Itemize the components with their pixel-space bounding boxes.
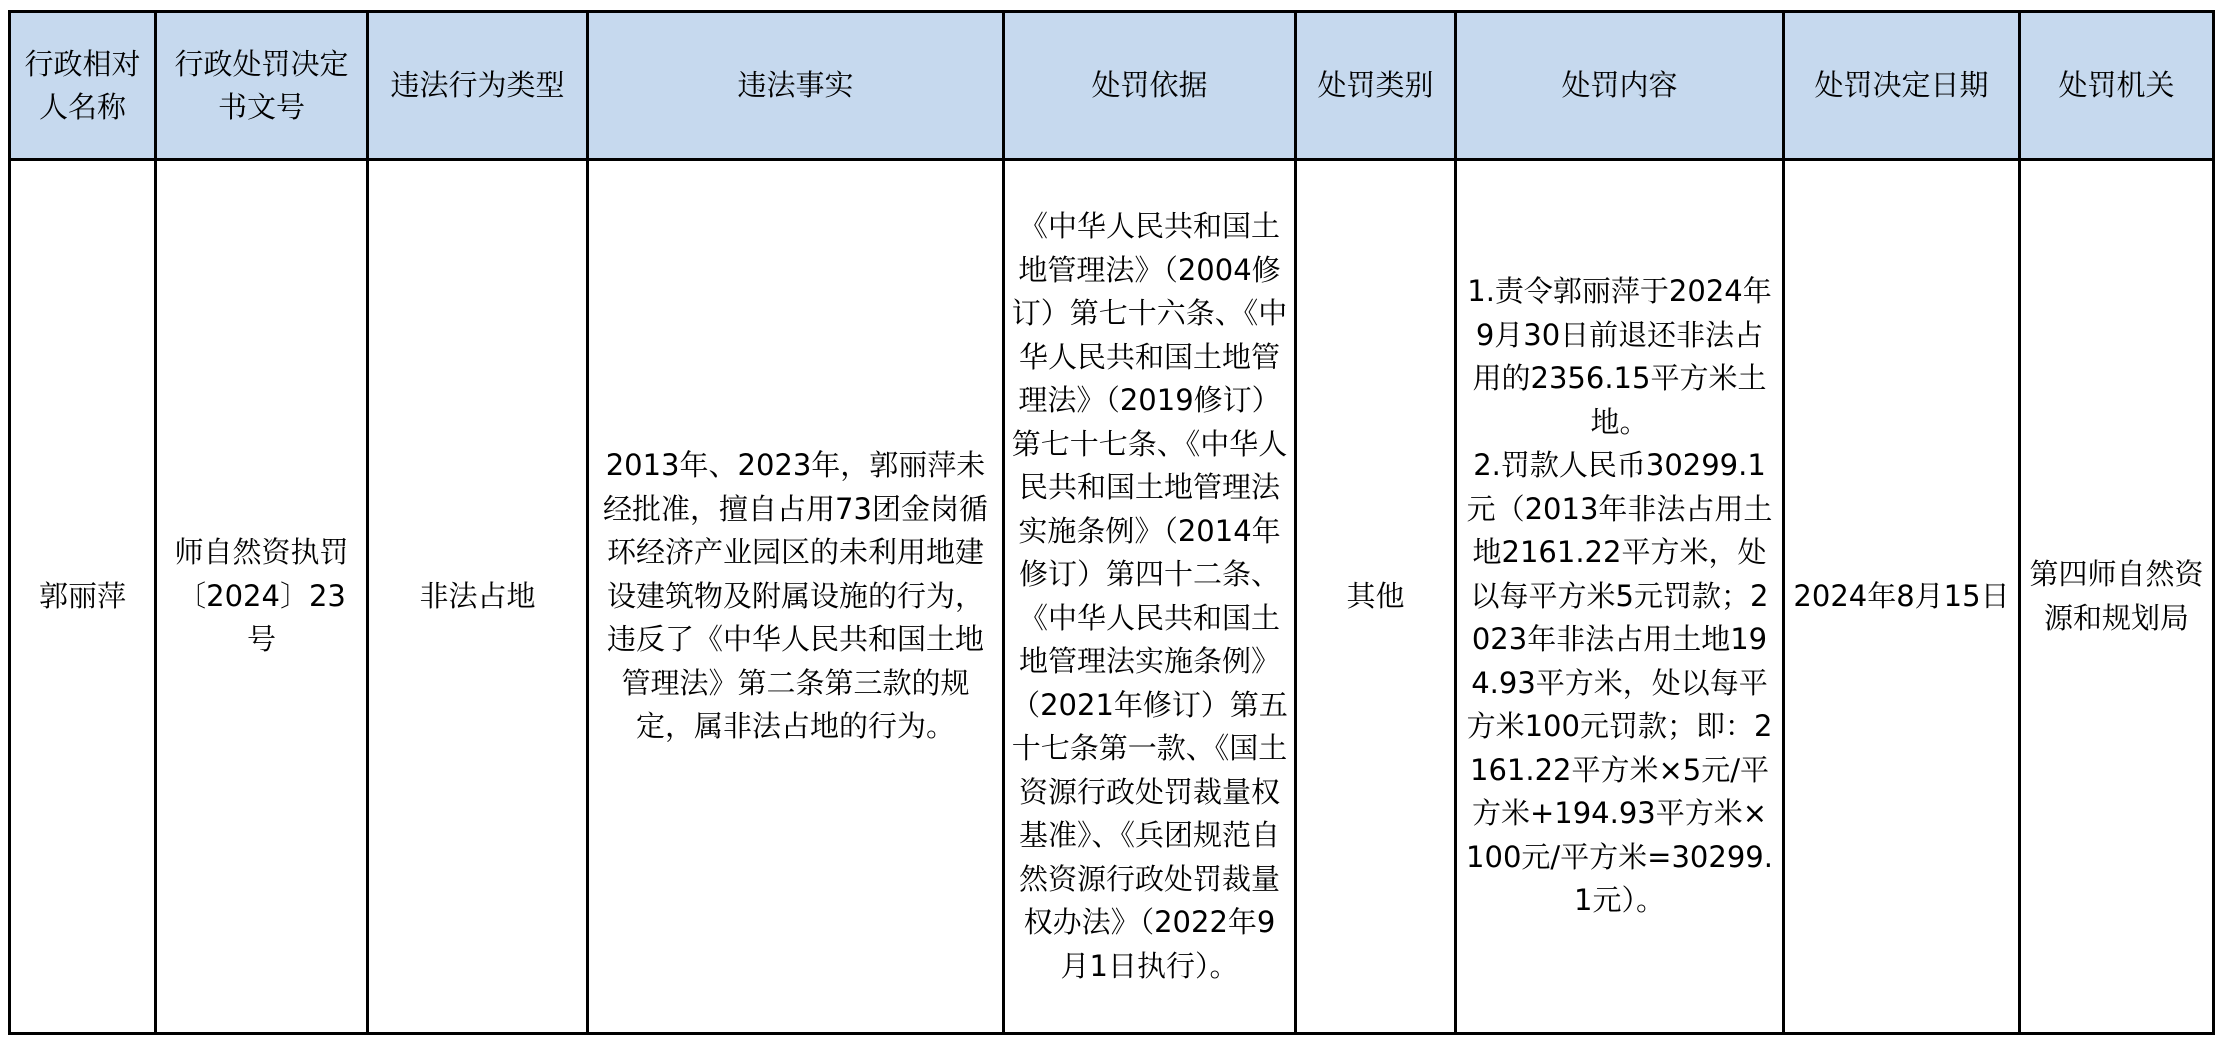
header-violation-facts: 违法事实 [588, 12, 1004, 160]
cell-decision-date: 2024年8月15日 [1784, 160, 2020, 1034]
header-violation-type: 违法行为类型 [368, 12, 588, 160]
cell-penalty-basis: 《中华人民共和国土地管理法》（2004修订）第七十六条、《中华人民共和国土地管理法》（2019修订）第七十七条、《中华人民共和国土地管理法实施条例》（2014年修订）第四十二条、《中华人民共和国土地管理法实施条例》（2021年修订）第五十七条第一款、《国土资源行政处罚裁量权基准》、《兵团规范自然资源行政处罚裁量权办法》（2022年9月1日执行）。 [1004, 160, 1296, 1034]
penalty-table [8, 10, 2215, 1035]
header-penalty-category: 处罚类别 [1296, 12, 1456, 160]
header-decision-number: 行政处罚决定书文号 [156, 12, 368, 160]
header-row [10, 12, 2214, 160]
header-penalty-authority: 处罚机关 [2020, 12, 2214, 160]
cell-violation-facts: 2013年、2023年，郭丽萍未经批准，擅自占用73团金岗循环经济产业园区的未利用地建设建筑物及附属设施的行为，违反了《中华人民共和国土地管理法》第二条第三款的规定，属非法占地的行为。 [588, 160, 1004, 1034]
header-penalty-basis: 处罚依据 [1004, 12, 1296, 160]
header-decision-date: 处罚决定日期 [1784, 12, 2020, 160]
cell-violation-type: 非法占地 [368, 160, 588, 1034]
cell-penalty-authority: 第四师自然资源和规划局 [2020, 160, 2214, 1034]
cell-penalty-category: 其他 [1296, 160, 1456, 1034]
penalty-content-item-1: 1.责令郭丽萍于2024年9月30日前退还非法占用的2356.15平方米土地。 [1467, 274, 1772, 439]
table-row [10, 160, 2214, 1034]
penalty-content-item-2: 2.罚款人民币30299.1元（2013年非法占用土地2161.22平方米，处以每平方米5元罚款；2023年非法占用土地194.93平方米，处以每平方米100元罚款；即：2161.22平方米×5元/平方米+194.93平方米×100元/平方米=30299.1元）。 [1466, 448, 1773, 918]
cell-penalty-content [1456, 160, 1784, 1034]
header-party-name: 行政相对人名称 [10, 12, 156, 160]
cell-party-name: 郭丽萍 [10, 160, 156, 1034]
cell-decision-number: 师自然资执罚〔2024〕23号 [156, 160, 368, 1034]
header-penalty-content: 处罚内容 [1456, 12, 1784, 160]
